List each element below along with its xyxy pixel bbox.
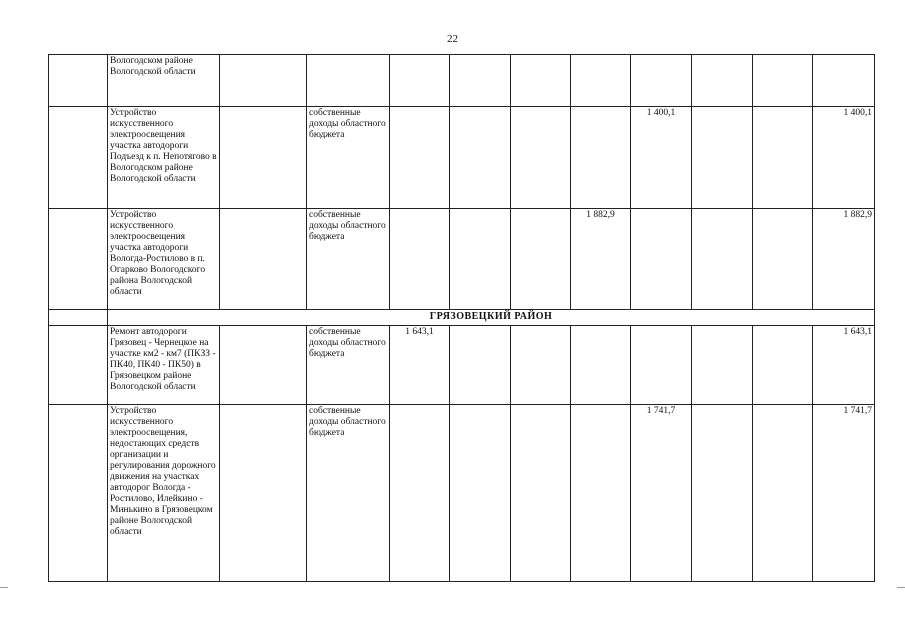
- value-cell: [571, 326, 631, 405]
- project-name-cell: Ремонт автодороги Грязовец - Чернецкое на участке км2 - км7 (ПКЗЗ - ПК40, ПК40 - ПК50) в Грязовецком районе Вологодской области: [108, 326, 220, 405]
- value-cell: [390, 55, 450, 107]
- project-name-cell: Вологодском районе Вологодской области: [108, 55, 220, 107]
- value-cell: [450, 55, 511, 107]
- project-name-cell: Устройство искусственного электроосвещения, недостающих средств организации и регулирования дорожного движения на участках автодорог Вологда - Ростилово, Илейкино - Минькино в Грязовецком районе Вологодской области: [108, 405, 220, 582]
- value-cell: [390, 405, 450, 582]
- value-cell: [511, 209, 571, 310]
- funding-source-cell: собственные доходы областного бюджета: [307, 326, 390, 405]
- value-cell: [450, 209, 511, 310]
- table-row: [49, 209, 875, 310]
- empty-cell: [220, 107, 307, 209]
- value-cell: [571, 107, 631, 209]
- total-cell: 1 400,1: [813, 107, 875, 209]
- scan-edge-mark: [0, 587, 8, 588]
- district-heading-row: [49, 310, 875, 326]
- row-number-cell: [49, 55, 108, 107]
- empty-cell: [220, 326, 307, 405]
- funding-source-cell: собственные доходы областного бюджета: [307, 405, 390, 582]
- table-row: [49, 55, 875, 107]
- value-cell: [450, 107, 511, 209]
- value-cell: [753, 55, 813, 107]
- empty-cell: [220, 405, 307, 582]
- value-cell: [753, 209, 813, 310]
- scan-edge-mark: [897, 587, 905, 588]
- value-cell: [692, 209, 753, 310]
- value-cell: [631, 55, 692, 107]
- value-cell: [511, 107, 571, 209]
- row-number-cell: [49, 209, 108, 310]
- funding-source-cell: собственные доходы областного бюджета: [307, 209, 390, 310]
- value-cell: [511, 55, 571, 107]
- value-cell: 1 882,9: [571, 209, 631, 310]
- empty-cell: [220, 209, 307, 310]
- project-name-cell: Устройство искусственного электроосвещения участка автодороги Вологда-Ростилово в п. Огарково Вологодского района Вологодской области: [108, 209, 220, 310]
- funding-source-cell: [307, 55, 390, 107]
- value-cell: 1 741,7: [631, 405, 692, 582]
- value-cell: [450, 405, 511, 582]
- value-cell: [631, 326, 692, 405]
- value-cell: [450, 326, 511, 405]
- total-cell: 1 741,7: [813, 405, 875, 582]
- table-row: [49, 405, 875, 582]
- value-cell: [571, 55, 631, 107]
- total-cell: 1 882,9: [813, 209, 875, 310]
- total-cell: 1 643,1: [813, 326, 875, 405]
- row-number-cell: [49, 326, 108, 405]
- funding-source-cell: собственные доходы областного бюджета: [307, 107, 390, 209]
- value-cell: 1 643,1: [390, 326, 450, 405]
- value-cell: [511, 405, 571, 582]
- value-cell: [753, 107, 813, 209]
- project-name-cell: Устройство искусственного электроосвещения участка автодороги Подъезд к п. Непотягово в Вологодском районе Вологодской области: [108, 107, 220, 209]
- value-cell: 1 400,1: [631, 107, 692, 209]
- empty-cell: [220, 55, 307, 107]
- row-number-cell: [49, 107, 108, 209]
- page-number: 22: [447, 33, 458, 45]
- table-row: [49, 326, 875, 405]
- row-number-cell: [49, 310, 108, 326]
- value-cell: [692, 326, 753, 405]
- value-cell: [631, 209, 692, 310]
- value-cell: [753, 326, 813, 405]
- value-cell: [692, 107, 753, 209]
- budget-table: [48, 54, 875, 582]
- table-row: [49, 107, 875, 209]
- value-cell: [390, 107, 450, 209]
- value-cell: [692, 405, 753, 582]
- value-cell: [753, 405, 813, 582]
- row-number-cell: [49, 405, 108, 582]
- district-heading: ГРЯЗОВЕЦКИЙ РАЙОН: [108, 310, 875, 326]
- value-cell: [571, 405, 631, 582]
- value-cell: [511, 326, 571, 405]
- value-cell: [390, 209, 450, 310]
- value-cell: [692, 55, 753, 107]
- total-cell: [813, 55, 875, 107]
